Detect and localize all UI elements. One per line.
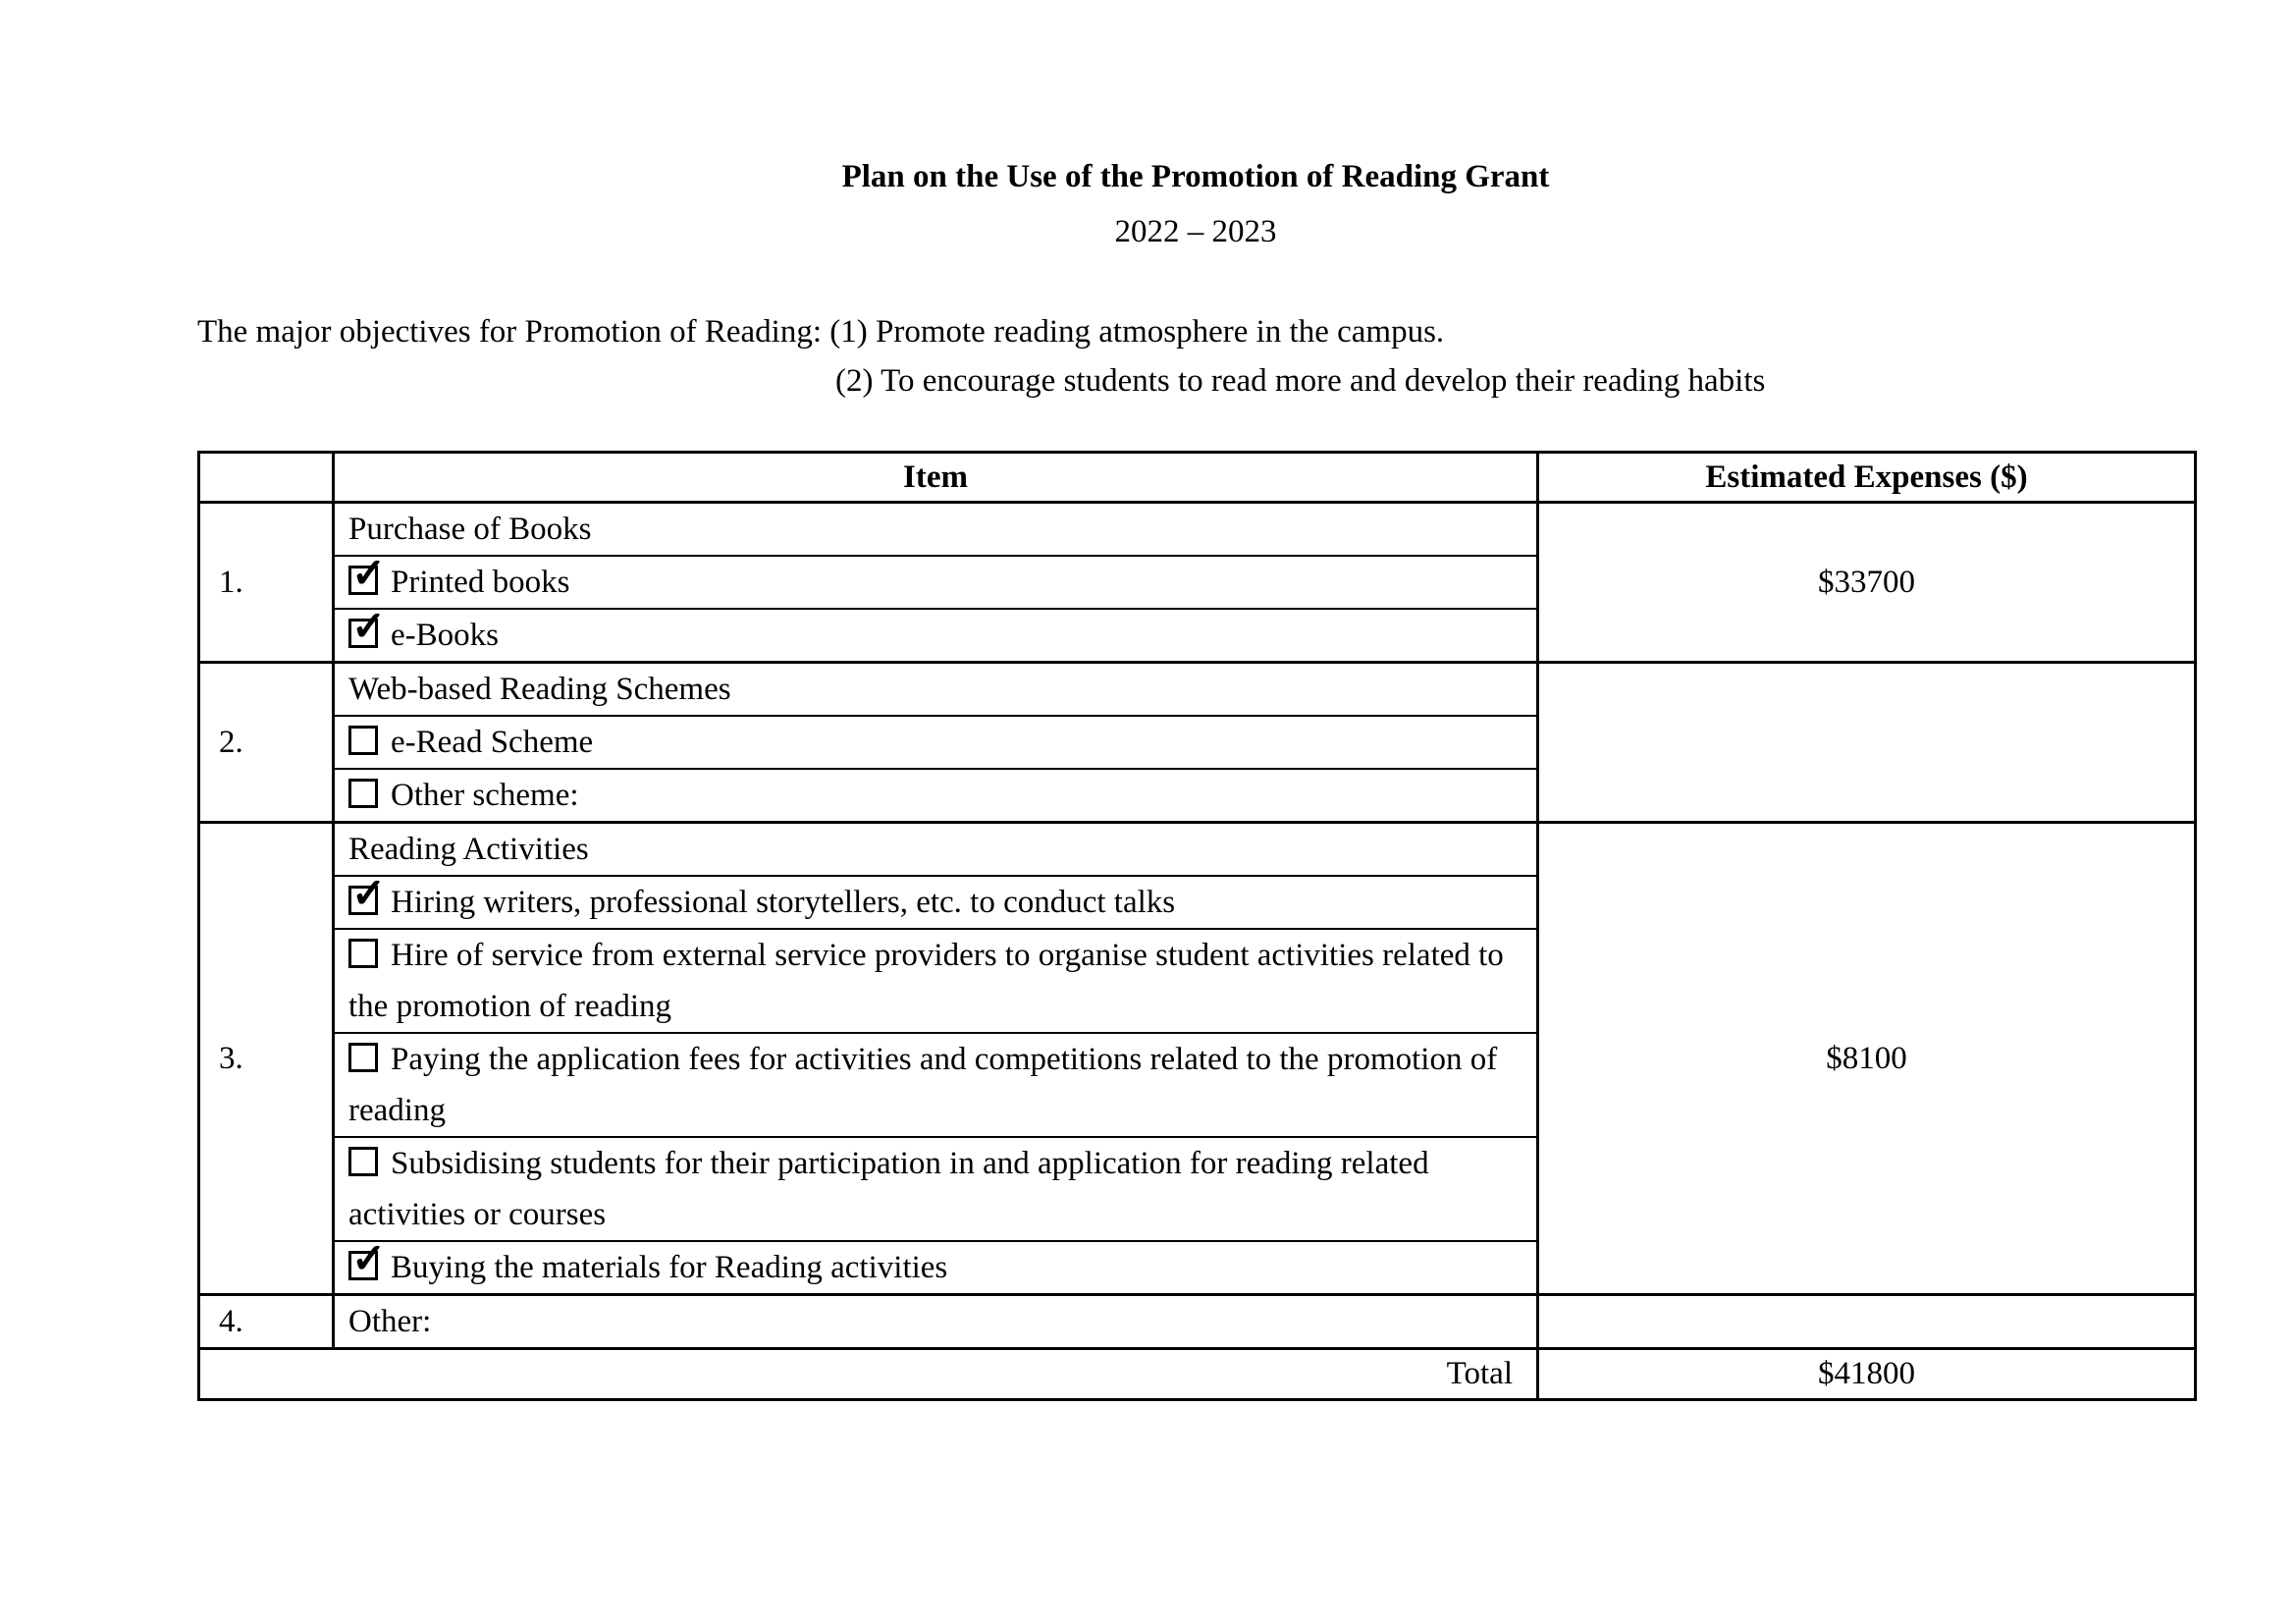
header-expenses: Estimated Expenses ($) (1538, 453, 2196, 503)
item-number: 1. (199, 503, 334, 663)
checkbox-icon[interactable] (348, 939, 378, 968)
item-title: Purchase of Books (334, 503, 1538, 557)
expenses-table (197, 451, 2197, 1401)
option-cell (334, 609, 1538, 663)
item-number: 2. (199, 663, 334, 823)
page-title: Plan on the Use of the Promotion of Reading Grant (841, 159, 1550, 194)
total-row (199, 1349, 2196, 1400)
checkbox-icon[interactable] (348, 566, 378, 595)
option-label: Other scheme: (391, 778, 579, 813)
option-cell (334, 1033, 1538, 1137)
option-cell (334, 1137, 1538, 1241)
table-row (199, 823, 2196, 877)
header-blank-cell (199, 453, 334, 503)
checkbox-icon[interactable] (348, 726, 378, 755)
option-label: Hire of service from external service providers to organise student activities related to the promotion of reading (348, 938, 1504, 1024)
total-label: Total (199, 1349, 1538, 1400)
option-cell (334, 716, 1538, 769)
table-row (199, 663, 2196, 717)
checkbox-icon[interactable] (348, 1251, 378, 1280)
item-title: Web-based Reading Schemes (334, 663, 1538, 717)
option-cell (334, 769, 1538, 823)
option-label: e-Read Scheme (391, 725, 594, 760)
option-cell (334, 876, 1538, 929)
checkbox-icon[interactable] (348, 619, 378, 648)
expense-value: $33700 (1538, 503, 2196, 663)
item-title: Reading Activities (334, 823, 1538, 877)
checkbox-icon[interactable] (348, 1147, 378, 1176)
checkbox-icon[interactable] (348, 779, 378, 808)
school-year: 2022 – 2023 (1114, 214, 1277, 249)
item-title: Other: (334, 1295, 1538, 1349)
expense-value (1538, 663, 2196, 823)
expense-value (1538, 1295, 2196, 1349)
objectives-paragraph (197, 310, 2161, 403)
checkbox-icon[interactable] (348, 886, 378, 915)
option-label: Subsidising students for their participation in and application for reading related activities or courses (348, 1146, 1429, 1232)
option-label: Printed books (391, 565, 570, 600)
option-label: Hiring writers, professional storytellers, etc. to conduct talks (391, 885, 1176, 920)
table-header-row (199, 453, 2196, 503)
option-label: e-Books (391, 618, 499, 653)
checkbox-icon[interactable] (348, 1043, 378, 1072)
item-number: 3. (199, 823, 334, 1295)
table-row (199, 503, 2196, 557)
objective-line-1: The major objectives for Promotion of Reading: (1) Promote reading atmosphere in the campus. (197, 314, 1445, 350)
total-value: $41800 (1538, 1349, 2196, 1400)
expense-value: $8100 (1538, 823, 2196, 1295)
table-row (199, 1295, 2196, 1349)
header-item: Item (334, 453, 1538, 503)
objective-line-2: (2) To encourage students to read more and develop their reading habits (835, 363, 1766, 399)
option-label: Paying the application fees for activities and competitions related to the promotion of reading (348, 1042, 1498, 1128)
option-cell (334, 1241, 1538, 1295)
option-cell (334, 929, 1538, 1033)
option-label: Buying the materials for Reading activities (391, 1250, 948, 1285)
item-number: 4. (199, 1295, 334, 1349)
option-cell (334, 556, 1538, 609)
